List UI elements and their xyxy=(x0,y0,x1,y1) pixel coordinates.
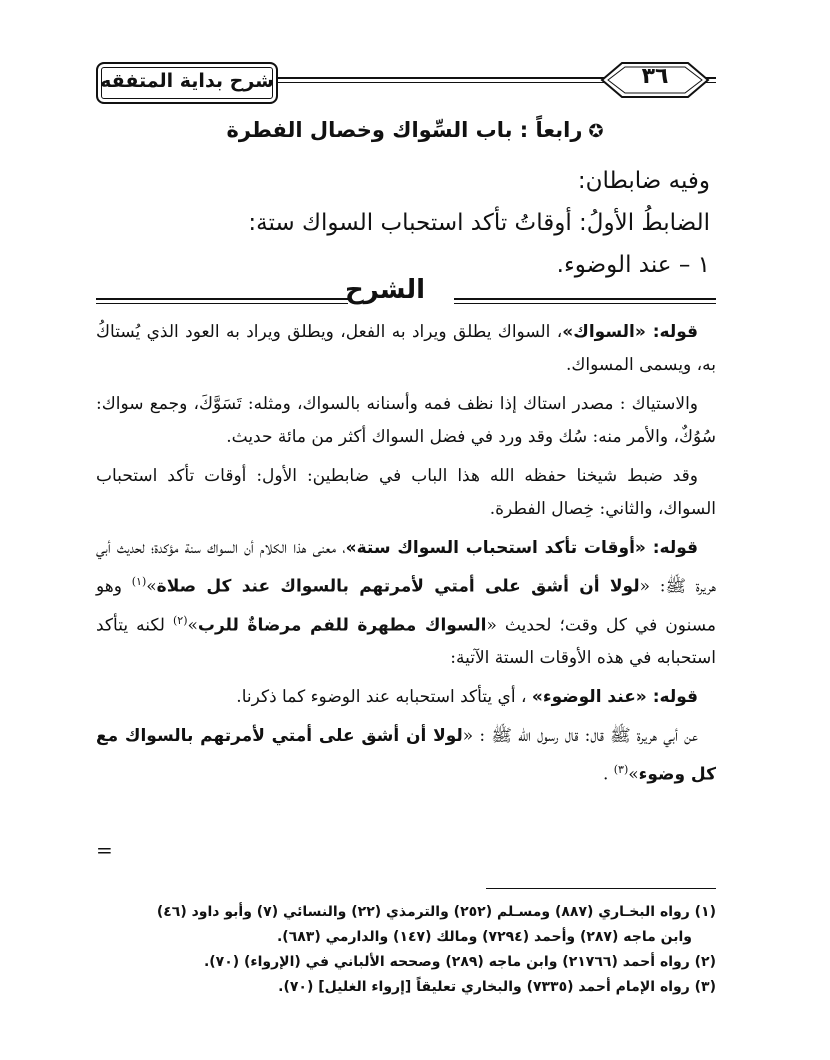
text-run: » xyxy=(146,576,157,597)
sharh-heading: الشرح xyxy=(344,275,426,305)
text-run: ، معنى هذا الكلام أن السواك سنة مؤكدة؛ لحديث أبي هريرة ﷺ: « xyxy=(96,538,716,597)
bold-text-run: قوله: xyxy=(645,322,698,342)
book-title-box xyxy=(96,62,278,104)
text-run: . xyxy=(602,764,614,785)
bold-text-run: قوله: xyxy=(645,538,699,558)
book-title: شرح بداية المتفقه xyxy=(100,70,274,92)
text-run: » xyxy=(628,764,639,785)
continuation-mark: = xyxy=(96,838,113,862)
footnote-1: (١) رواه البخـاري (٨٨٧) ومسـلم (٢٥٢) والترمذي (٢٢) والنسائي (٧) وأبو داود (٤٦) xyxy=(156,904,716,920)
flower-icon: ✪ xyxy=(588,121,604,142)
section-title xyxy=(140,118,690,142)
bold-text-run: «السواك» xyxy=(562,322,646,342)
text-run: » xyxy=(187,615,198,636)
commentary-body xyxy=(96,316,716,798)
matn-line-3: ١ – عند الوضوء. xyxy=(556,252,710,278)
bold-text-run: قوله: xyxy=(646,687,698,708)
footnote-2: (٢) رواه أحمد (٢١٧٦٦) وابن ماجه (٢٨٩) وصححه الألباني في (الإرواء) (٧٠). xyxy=(203,954,716,970)
bold-text-run: لولا أن أشق على أمتي لأمرتهم بالسواك عند كل صلاة xyxy=(156,576,640,597)
matn-text xyxy=(60,160,710,286)
text-run: عن أبي هريرة ﷺ قال: قال رسول الله ﷺ : « xyxy=(462,726,698,747)
bold-text-run: «أوقات تأكد استحباب السواك ستة» xyxy=(345,538,646,558)
footnote-1-continued: وابن ماجه (٢٨٧) وأحمد (٧٢٩٤) ومالك (١٤٧) والدارمي (٦٨٣). xyxy=(276,929,692,945)
paragraph xyxy=(96,532,716,675)
bold-text-run: لولا أن أشق على أمتي لأمرتهم بالسواك مع كل وضوء xyxy=(96,726,716,785)
footnote-marker: (١) xyxy=(131,575,147,588)
paragraph xyxy=(96,388,716,454)
paragraph xyxy=(96,316,716,382)
footnote-marker: (٣) xyxy=(613,763,629,777)
text-run: لكنه يتأكد استحبابه في هذه الأوقات الستة الآتية: xyxy=(96,615,716,669)
footnote-rule xyxy=(486,888,716,889)
footnote-3: (٣) رواه الإمام أحمد (٧٣٣٥) والبخاري تعليقاً [إرواء الغليل] (٧٠). xyxy=(278,979,716,995)
footnote-marker: (٢) xyxy=(172,613,188,627)
paragraph xyxy=(96,720,716,792)
paragraph xyxy=(96,460,716,526)
text-run: ، أي يتأكد استحبابه عند الوضوء كما ذكرنا. xyxy=(236,687,532,708)
footnotes xyxy=(96,900,716,1000)
bold-text-run: السواك مطهرة للفم مرضاةٌ للرب xyxy=(197,615,487,636)
matn-line-1: وفيه ضابطان: xyxy=(577,168,710,194)
bold-text-run: «عند الوضوء» xyxy=(531,687,647,708)
paragraph xyxy=(96,681,716,714)
text-run: وهو مسنون في كل وقت؛ لحديث « xyxy=(96,576,716,636)
text-run: وقد ضبط شيخنا حفظه الله هذا الباب في ضابطين: الأول: أوقات تأكد استحباب السواك، والثاني: خِصال الفطرة. xyxy=(96,466,716,519)
text-run: والاستياك : مصدر استاك إذا نظف فمه وأسنانه بالسواك، ومثله: تَسَوَّكَ، وجمع سواك: سُوُكٌ، والأمر منه: سُك وقد ورد في فضل السواك أكثر من مائة حديث. xyxy=(96,394,716,447)
matn-line-2: الضابطُ الأولُ: أوقاتُ تأكد استحباب السواك ستة: xyxy=(248,210,710,236)
page-number: ٣٦ xyxy=(641,64,669,89)
text-run: ، السواك يطلق ويراد به الفعل، ويطلق ويراد به العود الذي يُستاكُ به، ويسمى المسواك. xyxy=(96,322,716,375)
section-title-text: رابعاً : باب السِّواك وخصال الفطرة xyxy=(226,118,583,142)
